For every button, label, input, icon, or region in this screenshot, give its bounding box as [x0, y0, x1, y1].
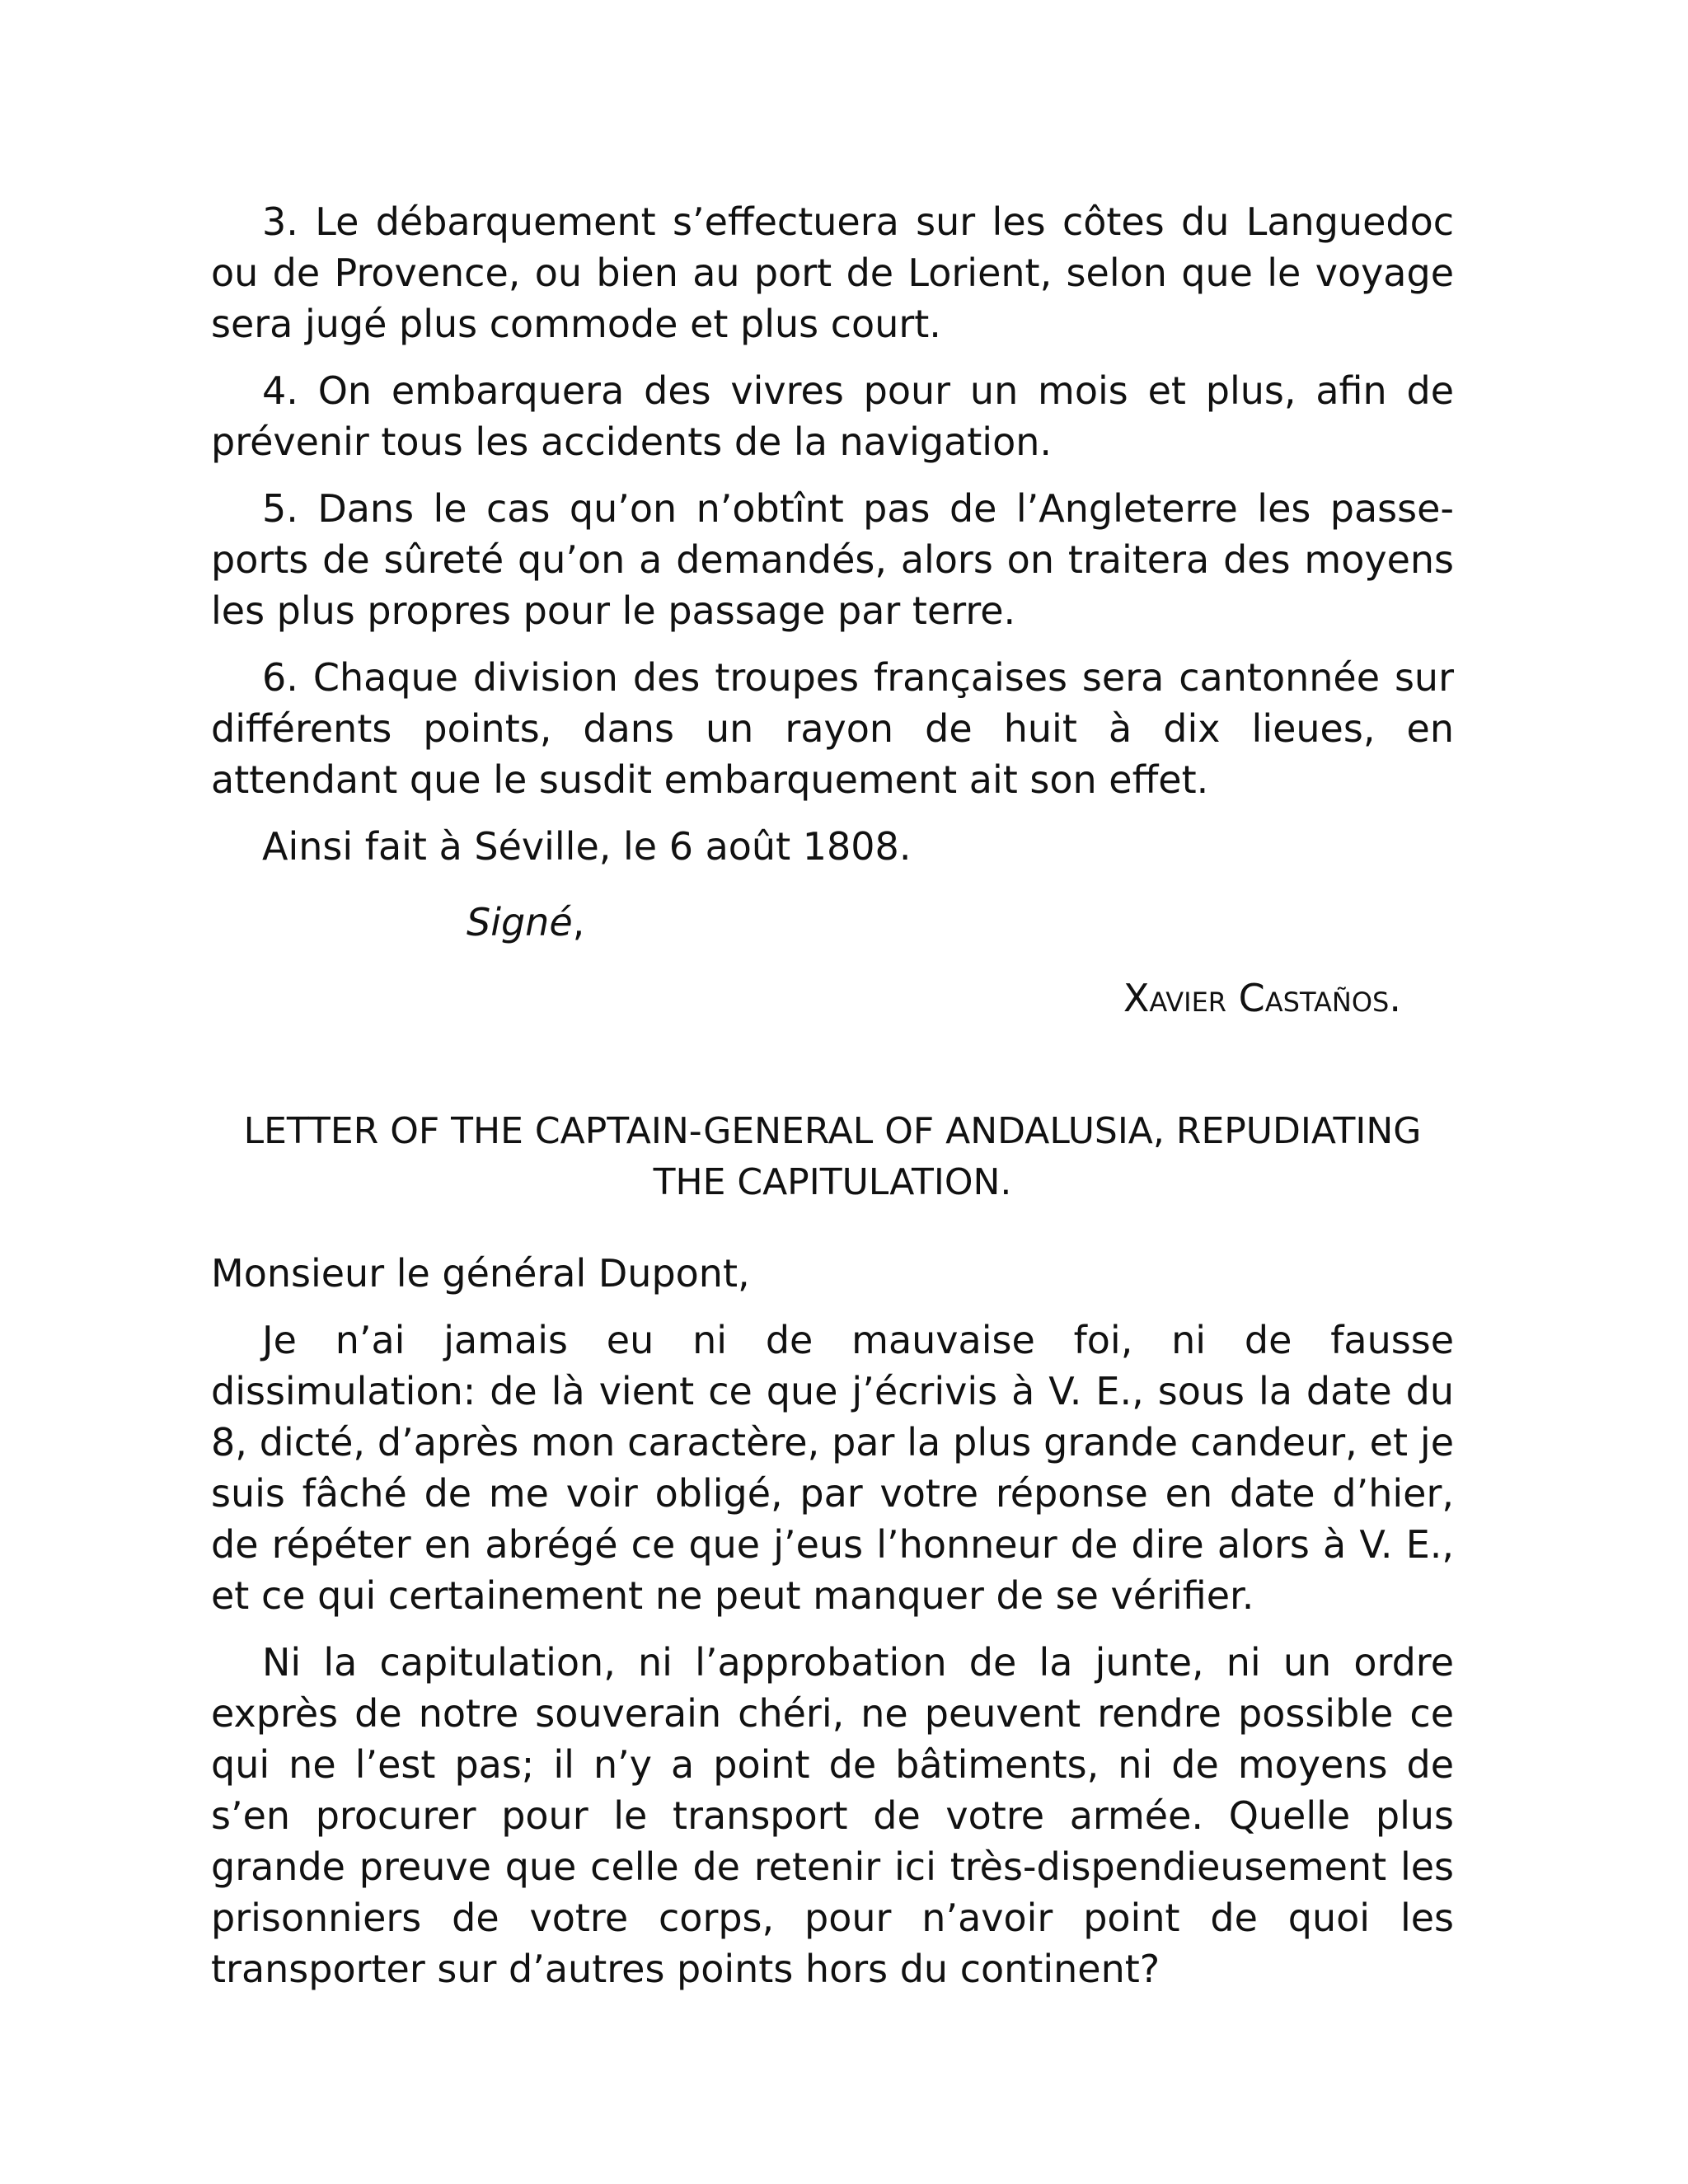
letter-body-paragraph-1: Je n’ai jamais eu ni de mauvaise foi, ni de fausse dissimulation: de là vient ce que j’écrivis à V. E., sous la date du 8, dicté, d’après mon caractère, par la plus grande candeur, et je suis fâché de me voir obligé, par votre réponse en date d’hier, de répéter en abrégé ce que j’eus l’honneur de dire alors à V. E., et ce qui certainement ne peut manquer de se vérifier.: [211, 1318, 1454, 1618]
article-6-paragraph: 6. Chaque division des troupes françaises sera cantonnée sur différents points, dans un rayon de huit à dix lieues, en attendant que le susdit embarquement ait son effet.: [211, 655, 1454, 802]
letter-body-paragraph-2: Ni la capitulation, ni l’approbation de la junte, ni un ordre exprès de notre souverain chéri, ne peuvent rendre possible ce qui ne l’est pas; il n’y a point de bâtiments, ni de moyens de s’en procurer pour le transport de votre armée. Quelle plus grande preuve que celle de retenir ici très-dispendieusement les prisonniers de votre corps, pour n’avoir point de quoi les transporter sur d’autres points hors du continent?: [211, 1640, 1454, 1991]
place-date-line: Ainsi fait à Séville, le 6 août 1808.: [262, 824, 912, 869]
document-page: [211, 196, 1454, 1994]
signature: Xavier Castaños.: [1123, 976, 1401, 1020]
article-5-paragraph: 5. Dans le cas qu’on n’obtînt pas de l’Angleterre les passe-ports de sûreté qu’on a demandés, alors on traitera des moyens les plus propres pour le passage par terre.: [211, 486, 1454, 633]
article-4-paragraph: 4. On embarquera des vivres pour un mois et plus, afin de prévenir tous les accidents de la navigation.: [211, 368, 1454, 464]
signed-comma: ,: [572, 900, 585, 944]
article-3-paragraph: 3. Le débarquement s’effectuera sur les côtes du Languedoc ou de Provence, ou bien au port de Lorient, selon que le voyage sera jugé plus commode et plus court.: [211, 199, 1454, 346]
signed-line: [211, 897, 1454, 948]
letter-salutation: Monsieur le général Dupont,: [211, 1251, 750, 1296]
signed-word: Signé: [467, 900, 573, 944]
letter-heading: LETTER OF THE CAPTAIN-GENERAL OF ANDALUSIA, REPUDIATING THE CAPITULATION.: [243, 1110, 1422, 1203]
